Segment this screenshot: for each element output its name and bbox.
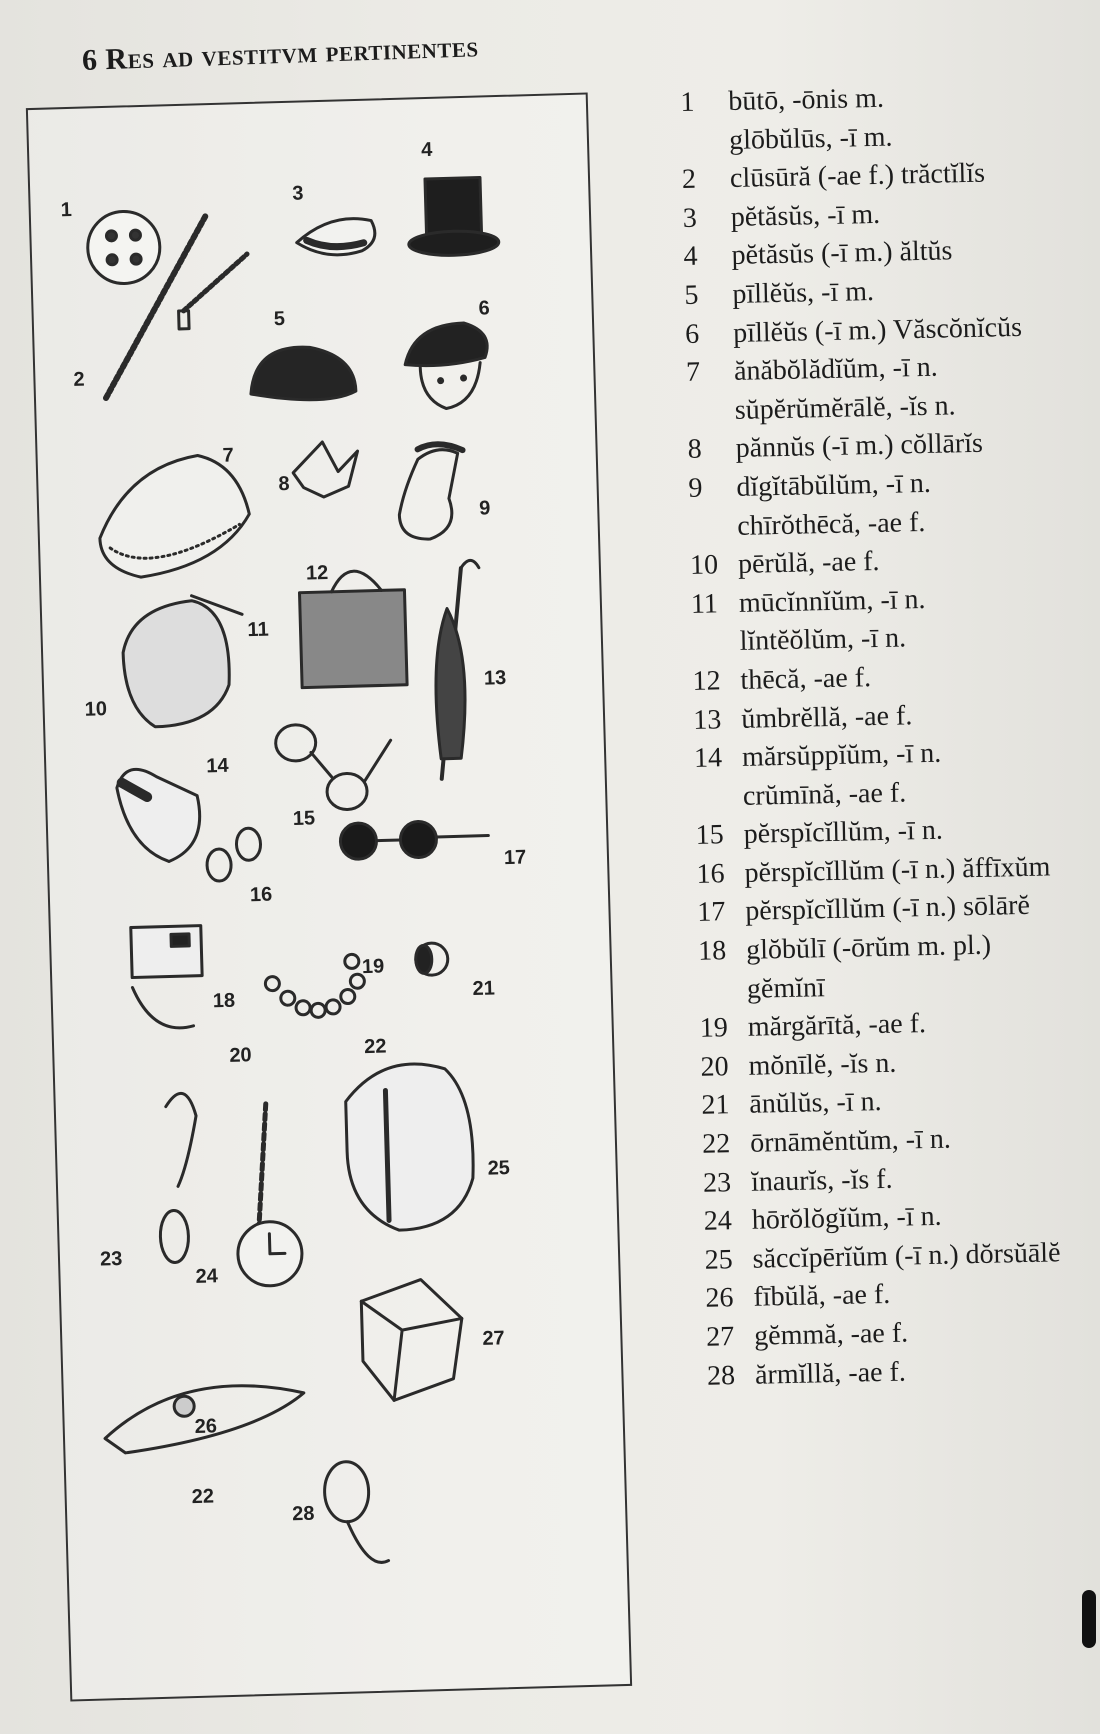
figure-number: 7	[222, 444, 235, 467]
entry-number: 24	[703, 1205, 733, 1237]
figure-number: 25	[487, 1157, 511, 1180]
entry-text: mŏnīlĕ, -ĭs n.	[748, 1047, 897, 1082]
figure-number: 6	[478, 297, 491, 320]
entry-number: 2	[681, 163, 697, 196]
figure-number: 10	[84, 698, 108, 721]
vocabulary-entry	[707, 1349, 1100, 1396]
earring-drawing	[156, 1093, 200, 1263]
figure-number: 4	[420, 138, 433, 162]
entry-text: mărsŭppĭŭm, -ī n.	[741, 737, 942, 773]
entry-number: 5	[684, 279, 699, 311]
entry-text: lĭntĕŏlŭm, -ī n.	[739, 622, 907, 658]
cufflinks-drawing	[131, 926, 204, 1030]
entry-text: ĭnaurĭs, -ĭs f.	[750, 1163, 893, 1198]
entry-number: 12	[692, 665, 721, 697]
entry-number: 22	[701, 1128, 731, 1160]
entry-text: glōbŭlūs, -ī m.	[728, 121, 893, 156]
entry-number: 16	[696, 858, 725, 890]
entry-number: 23	[702, 1166, 732, 1199]
entry-text: gĕmmă, -ae f.	[753, 1317, 909, 1352]
beret-drawing	[404, 322, 489, 409]
bracelet-drawing	[324, 1461, 389, 1564]
entry-text: mūcĭnnĭŭm, -ī n.	[738, 583, 926, 619]
figure-number: 13	[483, 666, 507, 690]
entry-number: 19	[699, 1012, 729, 1045]
figure-number: 22	[191, 1485, 215, 1509]
entry-number: 25	[704, 1243, 733, 1276]
button-drawing	[87, 210, 161, 284]
vocabulary-list	[680, 75, 1100, 1395]
figure-number: 12	[305, 561, 329, 585]
entry-number: 15	[695, 819, 725, 852]
bag-drawing	[299, 570, 407, 688]
entry-number: 3	[682, 202, 698, 234]
entry-text: gĕmĭnī	[746, 971, 826, 1005]
chapter-title: Res ad vestitvm pertinentes	[104, 30, 480, 77]
entry-number: 21	[701, 1089, 730, 1122]
figure-number: 21	[472, 977, 496, 1001]
entry-text: dĭgĭtābŭlŭm, -ī n.	[736, 467, 932, 503]
pouch-handkerchief-drawing	[122, 594, 246, 727]
figure-number: 20	[229, 1044, 252, 1067]
shawl-drawing	[98, 454, 251, 578]
entry-text: būtō, -ōnis m.	[728, 82, 885, 117]
figure-number: 16	[249, 883, 273, 907]
entry-number: 28	[706, 1359, 736, 1392]
entry-number: 10	[689, 549, 719, 582]
entry-text: pĕrspĭcĭllŭm (-ī n.) ăffīxŭm	[744, 851, 1051, 889]
pince-nez-drawing	[206, 828, 261, 881]
entry-text: ŭmbrĕllă, -ae f.	[740, 699, 913, 735]
entry-text: mărgărītă, -ae f.	[747, 1008, 927, 1044]
entry-number: 13	[692, 703, 722, 736]
sunglasses-drawing	[340, 820, 489, 860]
entry-text: ănăbŏlădĭŭm, -ī n.	[733, 351, 939, 388]
glove-drawing	[397, 444, 465, 540]
figure-number: 24	[195, 1265, 219, 1288]
entry-text: thēcă, -ae f.	[740, 662, 872, 696]
entry-text: glŏbŭlī (-ōrŭm m. pl.)	[745, 929, 992, 966]
figure-number: 17	[503, 846, 527, 870]
entry-number: 14	[693, 742, 723, 774]
entry-text: clūsūră (-ae f.) trăctĭlĭs	[729, 157, 986, 195]
entry-number: 26	[705, 1282, 734, 1315]
entry-text: ărmĭllă, -ae f.	[754, 1356, 907, 1391]
umbrella-drawing	[432, 560, 484, 779]
entry-text: chīrŏthēcă, -ae f.	[736, 506, 926, 542]
figure-number: 8	[278, 472, 290, 496]
ink-mark	[1082, 1590, 1096, 1648]
collar-scarf-drawing	[292, 441, 359, 498]
figure-number: 5	[273, 308, 286, 331]
illustrations	[28, 95, 630, 1700]
entry-text: pīllĕŭs (-ī m.) Văscŏnĭcŭs	[732, 311, 1023, 349]
figure-number: 28	[291, 1502, 315, 1526]
entry-text: hōrŏlŏgĭŭm, -ī n.	[751, 1200, 942, 1236]
entry-number: 4	[683, 241, 698, 273]
entry-text: pĕtăsŭs (-ī m.) ăltŭs	[731, 235, 953, 272]
entry-number: 1	[680, 86, 695, 118]
figure-number: 19	[361, 955, 385, 979]
entry-text: săccĭpērĭŭm (-ī n.) dŏrsŭālĕ	[752, 1237, 1061, 1275]
entry-text: pīllĕŭs, -ī m.	[732, 275, 875, 310]
top-hat-drawing	[407, 177, 499, 256]
entry-text: pĕrspĭcĭllŭm, -ī n.	[743, 814, 944, 851]
gem-drawing	[361, 1278, 464, 1401]
figure-number: 3	[292, 182, 304, 205]
entry-text: ānŭlŭs, -ī n.	[749, 1086, 882, 1121]
entry-text: pĕtăsŭs, -ī m.	[730, 198, 881, 233]
figure-number: 14	[205, 754, 229, 778]
hat-drawing	[296, 218, 375, 256]
figure-number: 1	[60, 198, 73, 222]
entry-text: ōrnāmĕntŭm, -ī n.	[749, 1123, 952, 1159]
entry-number: 27	[705, 1321, 735, 1353]
figure-number: 2	[73, 368, 85, 391]
glasses-drawing	[275, 722, 392, 811]
purse-drawing	[116, 768, 201, 863]
entry-text: pērŭlă, -ae f.	[737, 546, 880, 581]
entry-text: sŭpĕrŭmĕrālĕ, -ĭs n.	[734, 390, 956, 426]
illustration-panel	[26, 92, 632, 1701]
entry-text: fībŭlă, -ae f.	[753, 1279, 891, 1314]
entry-number: 8	[687, 433, 702, 466]
necklace-drawing	[265, 954, 366, 1019]
ring-drawing	[415, 943, 448, 976]
chapter-number: 6	[81, 43, 99, 77]
entry-number: 6	[684, 318, 700, 350]
entry-number: 17	[697, 896, 726, 929]
backpack-drawing	[345, 1062, 475, 1231]
figure-number: 15	[292, 807, 316, 830]
cap-drawing	[250, 346, 356, 402]
entry-number: 11	[690, 588, 719, 620]
vocabulary-entry	[704, 1233, 1100, 1280]
entry-text: pănnŭs (-ī m.) cŏllārĭs	[735, 428, 984, 465]
page-title	[81, 30, 479, 78]
figure-number: 23	[99, 1247, 123, 1271]
figure-number: 9	[478, 497, 491, 520]
pocket-watch-drawing	[234, 1103, 303, 1287]
figure-number: 18	[212, 989, 236, 1013]
entry-text: pĕrspĭcĭllŭm (-ī n.) sōlārĕ	[745, 890, 1031, 928]
figure-number: 11	[247, 618, 269, 642]
figure-number: 27	[482, 1327, 505, 1350]
entry-number: 18	[697, 935, 727, 967]
entry-text: crŭmīnă, -ae f.	[742, 777, 907, 812]
entry-number: 9	[688, 472, 703, 504]
figure-number: 22	[363, 1035, 387, 1059]
entry-number: 7	[685, 356, 701, 389]
figure-number: 26	[194, 1415, 218, 1438]
entry-number: 20	[700, 1051, 729, 1083]
